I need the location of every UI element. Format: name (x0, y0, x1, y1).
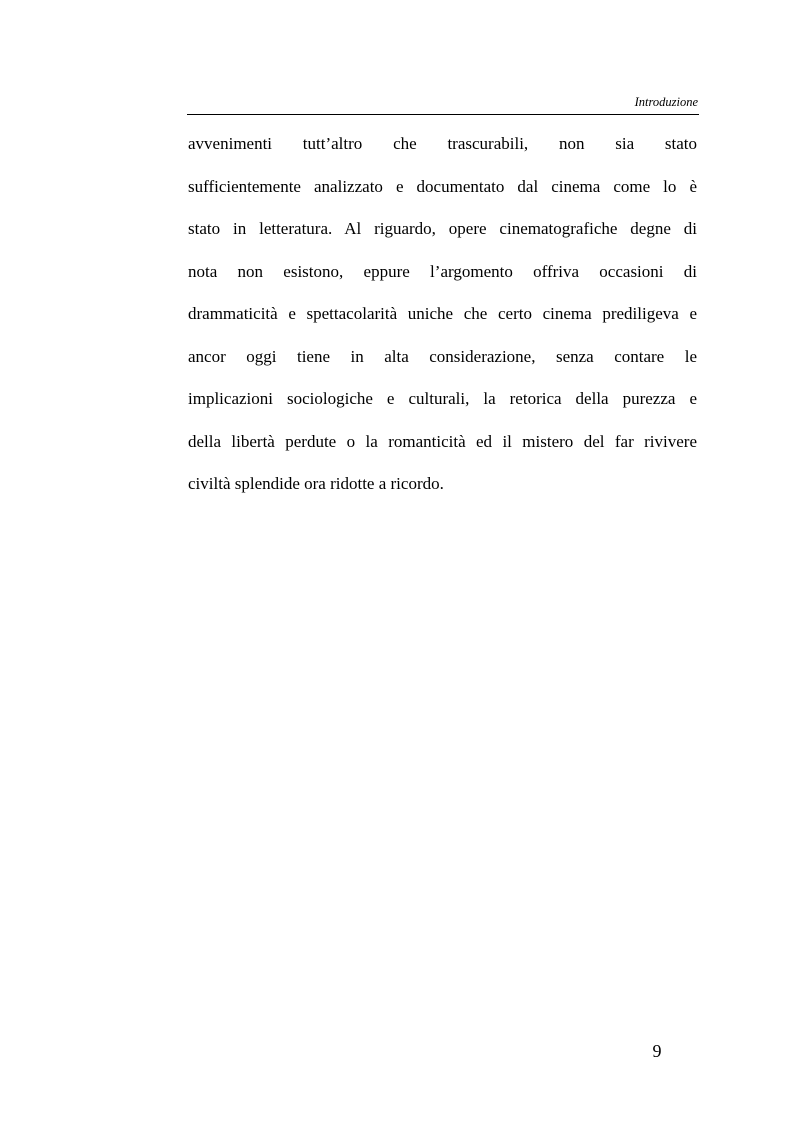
section-title: Introduzione (634, 95, 698, 109)
paragraph-line: implicazioni sociologiche e culturali, la retorica della purezza e (188, 389, 697, 408)
paragraph-line: avvenimenti tutt’altro che trascurabili, non sia stato (188, 134, 697, 153)
paragraph-line: civiltà splendide ora ridotte a ricordo. (188, 474, 444, 493)
paragraph-line: nota non esistono, eppure l’argomento offriva occasioni di (188, 261, 697, 281)
body-paragraph (188, 126, 697, 509)
page-number: 9 (652, 1041, 662, 1061)
running-header (187, 94, 699, 115)
paragraph-line: stato in letteratura. Al riguardo, opere cinematografiche degne di (188, 219, 697, 238)
paragraph-line: ancor oggi tiene in alta considerazione, senza contare le (188, 346, 697, 366)
paragraph-line: sufficientemente analizzato e documentato dal cinema come lo è (188, 176, 697, 196)
paragraph-line: drammaticità e spettacolarità uniche che certo cinema prediligeva e (188, 304, 697, 323)
paragraph-line: della libertà perdute o la romanticità ed il mistero del far rivivere (188, 431, 697, 451)
